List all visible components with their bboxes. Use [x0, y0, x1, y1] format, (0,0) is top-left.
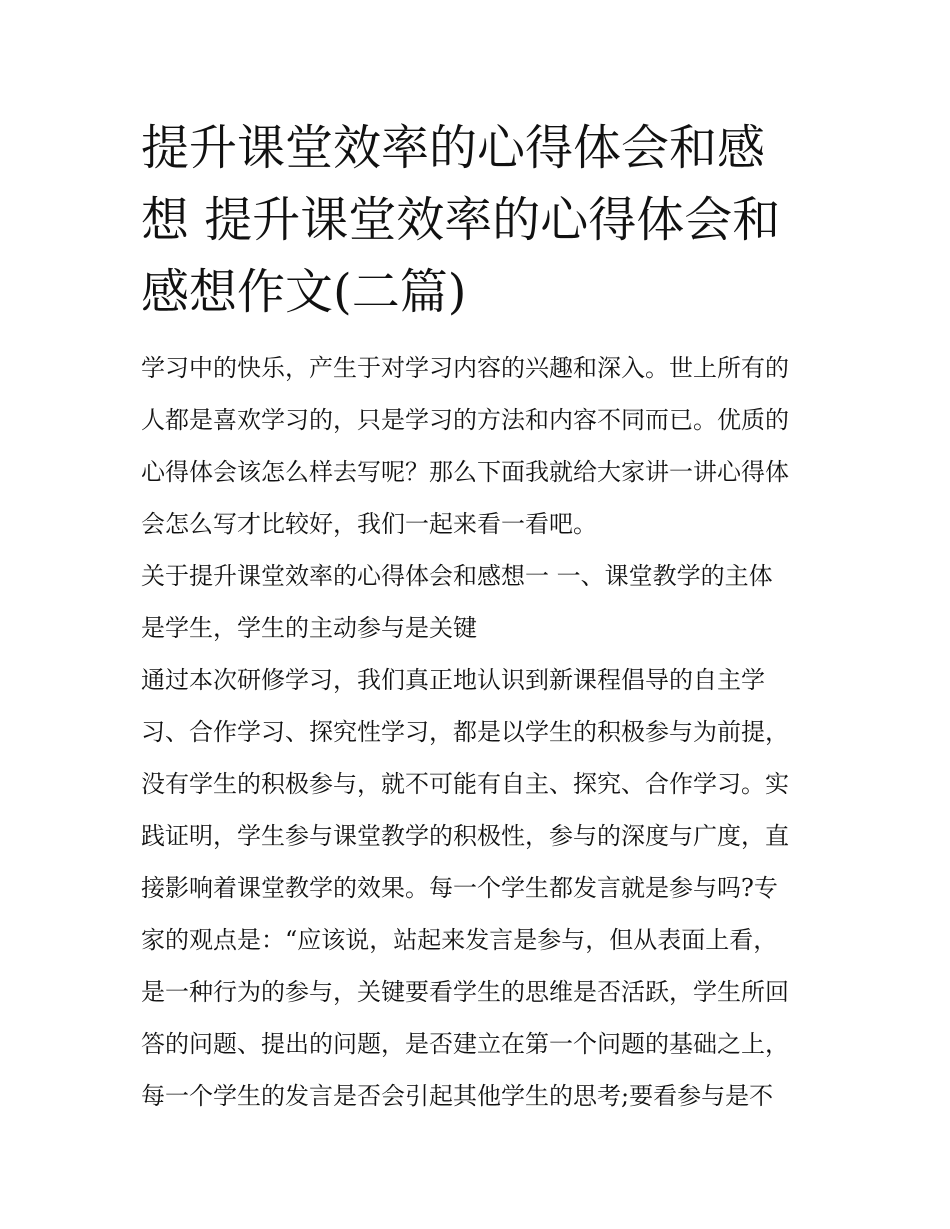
title-line: 提升课堂效率的心得体会和感	[141, 120, 766, 176]
text-line: 是一种行为的参与，关键要看学生的思维是否活跃，学生所回	[141, 978, 789, 1006]
text-line: 习、合作学习、探究性学习，都是以学生的积极参与为前提，	[141, 718, 789, 746]
paragraph-section-heading	[141, 550, 813, 654]
text-line: 关于提升课堂效率的心得体会和感想一 一、课堂教学的主体	[141, 562, 773, 590]
document-body	[141, 342, 813, 1122]
text-line: 接影响着课堂教学的效果。每一个学生都发言就是参与吗?专	[141, 874, 778, 902]
text-line: 通过本次研修学习，我们真正地认识到新课程倡导的自主学	[141, 666, 765, 694]
document-page	[141, 112, 813, 1122]
text-line: 是学生，学生的主动参与是关键	[141, 614, 477, 642]
text-line: 人都是喜欢学习的，只是学习的方法和内容不同而已。优质的	[141, 406, 789, 434]
title-line: 想 提升课堂效率的心得体会和	[141, 192, 781, 248]
paragraph-intro	[141, 342, 813, 550]
text-line: 心得体会该怎么样去写呢？那么下面我就给大家讲一讲心得体	[141, 458, 789, 486]
document-title	[141, 112, 813, 328]
text-line: 家的观点是：“应该说，站起来发言是参与，但从表面上看，	[141, 926, 778, 954]
paragraph-body	[141, 654, 813, 1122]
text-line: 答的问题、提出的问题，是否建立在第一个问题的基础之上，	[141, 1030, 789, 1058]
text-line: 每一个学生的发言是否会引起其他学生的思考;要看参与是不	[141, 1082, 774, 1110]
text-line: 践证明，学生参与课堂教学的积极性，参与的深度与广度，直	[141, 822, 789, 850]
text-line: 学习中的快乐，产生于对学习内容的兴趣和深入。世上所有的	[141, 354, 789, 382]
title-line: 感想作文(二篇)	[141, 264, 467, 320]
text-line: 会怎么写才比较好，我们一起来看一看吧。	[141, 510, 597, 538]
text-line: 没有学生的积极参与，就不可能有自主、探究、合作学习。实	[141, 770, 789, 798]
